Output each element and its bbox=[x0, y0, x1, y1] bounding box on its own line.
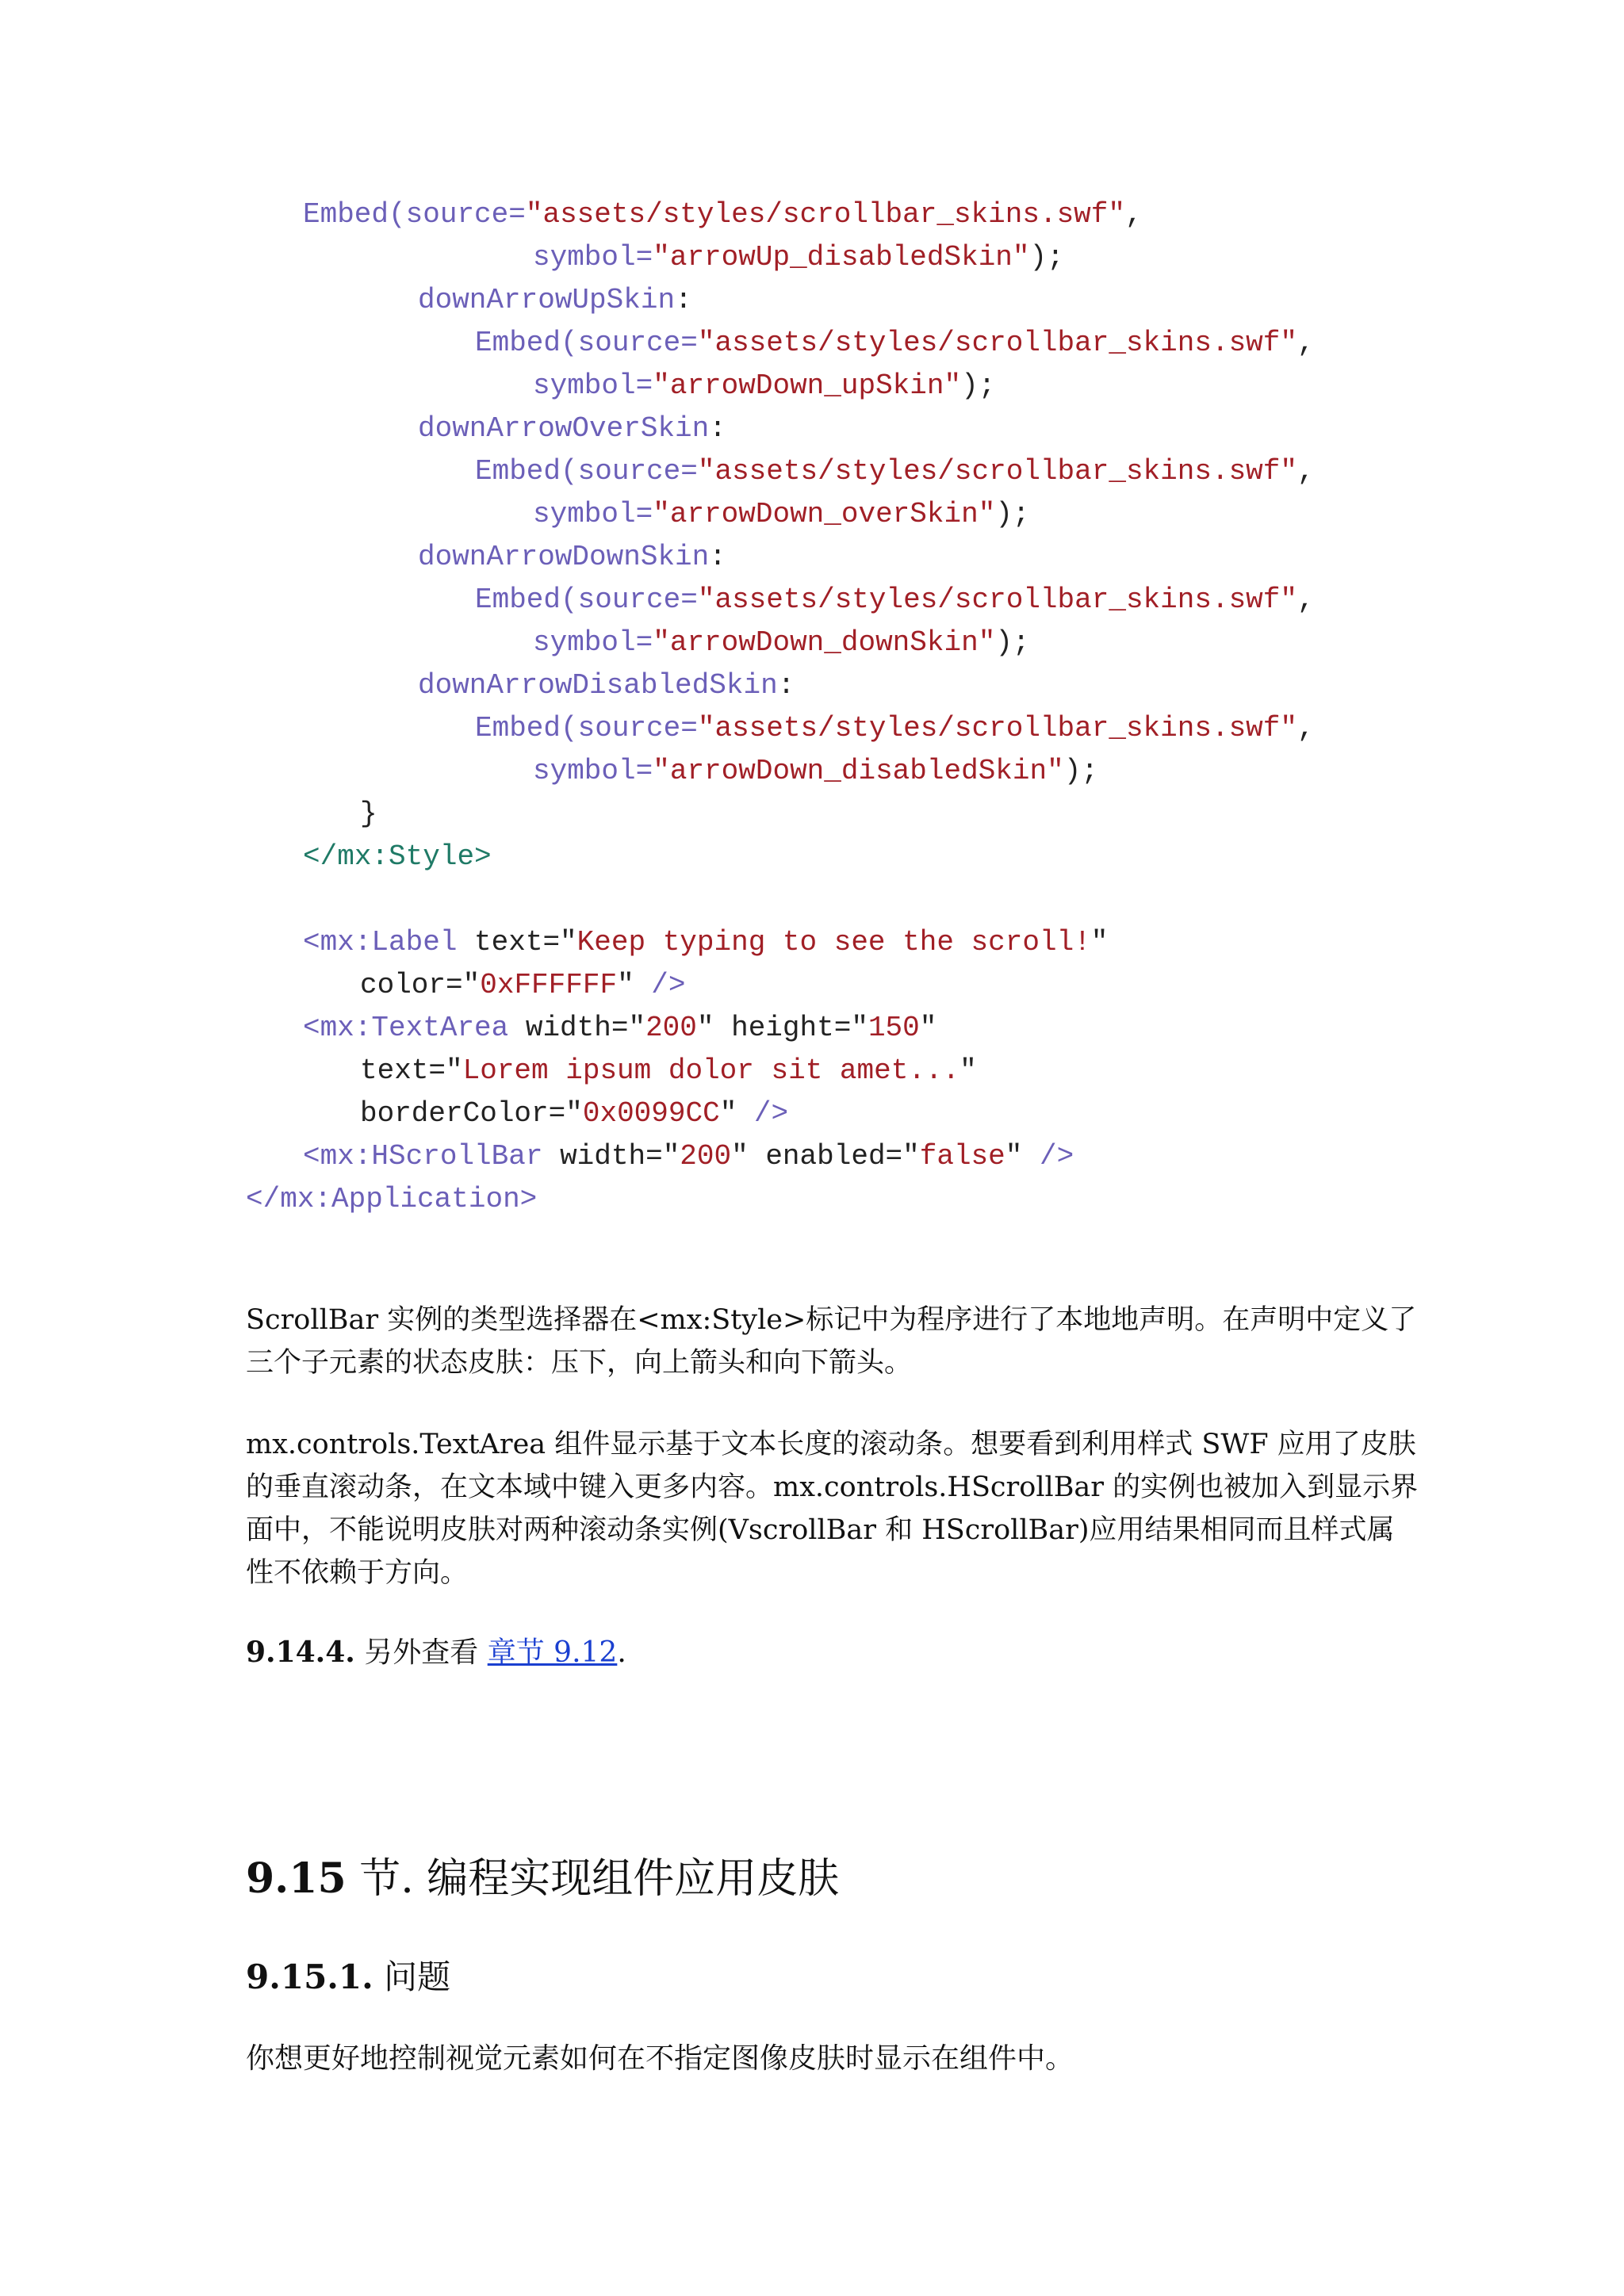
subsection-title: 问题 bbox=[384, 1957, 451, 1996]
problem-paragraph: 你想更好地控制视觉元素如何在不指定图像皮肤时显示在组件中。 bbox=[246, 2042, 1074, 2075]
code-line: </mx:Style> bbox=[303, 840, 492, 873]
code-line: symbol="arrowDown_upSkin"); bbox=[533, 369, 996, 402]
see-also-heading: 9.14.4. 另外查看 章节 9.12. bbox=[246, 1636, 626, 1669]
see-also-text: 另外查看 bbox=[364, 1636, 479, 1669]
section-number: 9.15 bbox=[246, 1854, 347, 1903]
see-also-link[interactable]: 章节 9.12 bbox=[487, 1636, 618, 1669]
code-line: <mx:HScrollBar width="200" enabled="false" /> bbox=[303, 1140, 1074, 1173]
code-line: <mx:TextArea width="200" height="150" bbox=[303, 1012, 937, 1044]
paragraph-style-explanation: ScrollBar 实例的类型选择器在<mx:Style>标记中为程序进行了本地地声明。在声明中定义了 三个子元素的状态皮肤：压下，向上箭头和向下箭头。 bbox=[246, 1304, 1417, 1379]
code-line: symbol="arrowDown_downSkin"); bbox=[533, 626, 1030, 659]
section-heading bbox=[246, 1847, 839, 1911]
code-line: Embed(source="assets/styles/scrollbar_skins.swf", bbox=[475, 327, 1315, 359]
code-line: downArrowOverSkin: bbox=[418, 412, 726, 445]
section-title: 节. 编程实现组件应用皮肤 bbox=[359, 1855, 840, 1903]
code-line: Embed(source="assets/styles/scrollbar_skins.swf", bbox=[475, 584, 1315, 616]
code-line: } bbox=[360, 798, 377, 830]
code-line: color="0xFFFFFF" /> bbox=[360, 969, 686, 1001]
code-line: symbol="arrowDown_disabledSkin"); bbox=[533, 755, 1098, 787]
code-line: </mx:Application> bbox=[246, 1183, 538, 1215]
code-line: symbol="arrowUp_disabledSkin"); bbox=[533, 241, 1064, 274]
code-line: Embed(source="assets/styles/scrollbar_skins.swf", bbox=[475, 455, 1315, 488]
code-line: downArrowUpSkin: bbox=[418, 284, 692, 316]
see-also-number: 9.14.4. bbox=[246, 1636, 355, 1669]
code-line: downArrowDisabledSkin: bbox=[418, 669, 795, 702]
code-line: Embed(source="assets/styles/scrollbar_skins.swf", bbox=[303, 198, 1143, 231]
subsection-number: 9.15.1. bbox=[246, 1957, 373, 1996]
code-line: <mx:Label text="Keep typing to see the scroll!" bbox=[303, 926, 1109, 959]
paragraph-textarea-explanation: mx.controls.TextArea 组件显示基于文本长度的滚动条。想要看到利用样式 SWF 应用了皮肤 的垂直滚动条，在文本域中键入更多内容。mx.controls.HScrollBar 的实例也被加入到显示界 面中，不能说明皮肤对两种滚动条实例(VscrollBar 和 HScrollBar)应用结果相同而且样式属 性不依赖于方向。 bbox=[246, 1429, 1419, 1589]
code-line: downArrowDownSkin: bbox=[418, 541, 726, 573]
code-line: text="Lorem ipsum dolor sit amet..." bbox=[360, 1054, 977, 1087]
code-line: borderColor="0x0099CC" /> bbox=[360, 1097, 789, 1130]
subsection-heading bbox=[246, 1952, 450, 2003]
code-line: symbol="arrowDown_overSkin"); bbox=[533, 498, 1030, 530]
code-line: Embed(source="assets/styles/scrollbar_skins.swf", bbox=[475, 712, 1315, 744]
